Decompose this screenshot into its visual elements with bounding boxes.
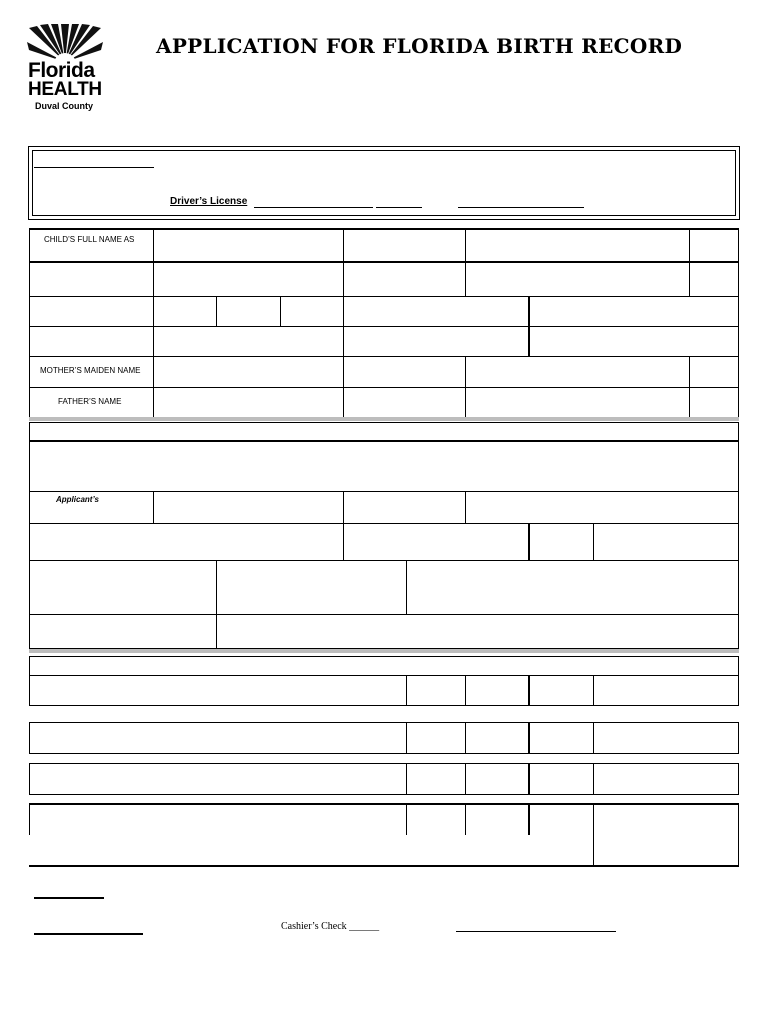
florida-health-logo (27, 24, 103, 114)
drivers-license-line-1[interactable] (254, 207, 373, 208)
fee-row-3 (29, 763, 739, 795)
id-top-line (34, 167, 154, 168)
page-title: APPLICATION FOR FLORIDA BIRTH RECORD (156, 34, 683, 58)
section-divider-1 (29, 417, 739, 421)
logo-text-florida: Florida (28, 59, 95, 82)
child-table-top-thick (29, 228, 739, 230)
applicant-notice-row (29, 441, 739, 492)
applicant-address-row (29, 523, 739, 561)
childs-full-name-label: CHILD’S FULL NAME AS (44, 235, 135, 244)
fee-row-1 (29, 675, 739, 706)
drivers-license-line-3[interactable] (458, 207, 584, 208)
fee-row-2 (29, 722, 739, 754)
fee-row-4 (29, 803, 739, 836)
sunburst-icon (27, 24, 103, 64)
mothers-maiden-name-label: MOTHER’S MAIDEN NAME (40, 366, 141, 375)
bottom-line-2[interactable] (34, 933, 143, 935)
logo-text-health: HEALTH (28, 79, 102, 100)
applicant-label: Applicant’s (56, 495, 99, 504)
applicant-header-row (29, 422, 739, 442)
applicant-purpose-row (29, 614, 739, 649)
applicant-name-row (29, 491, 739, 524)
fee-total-row (29, 835, 739, 867)
fathers-name-label: FATHER’S NAME (58, 397, 122, 406)
section-divider-2 (29, 649, 739, 653)
fee-header-row (29, 656, 739, 676)
logo-text-county: Duval County (35, 101, 94, 111)
cashiers-check-label: Cashier’s Check ______ (281, 921, 380, 932)
bottom-line-3[interactable] (456, 931, 616, 932)
drivers-license-line-2[interactable] (376, 207, 422, 208)
child-table (29, 228, 739, 418)
bottom-line-1[interactable] (34, 897, 104, 899)
applicant-contact-row (29, 560, 739, 615)
drivers-license-label: Driver’s License (170, 196, 248, 207)
